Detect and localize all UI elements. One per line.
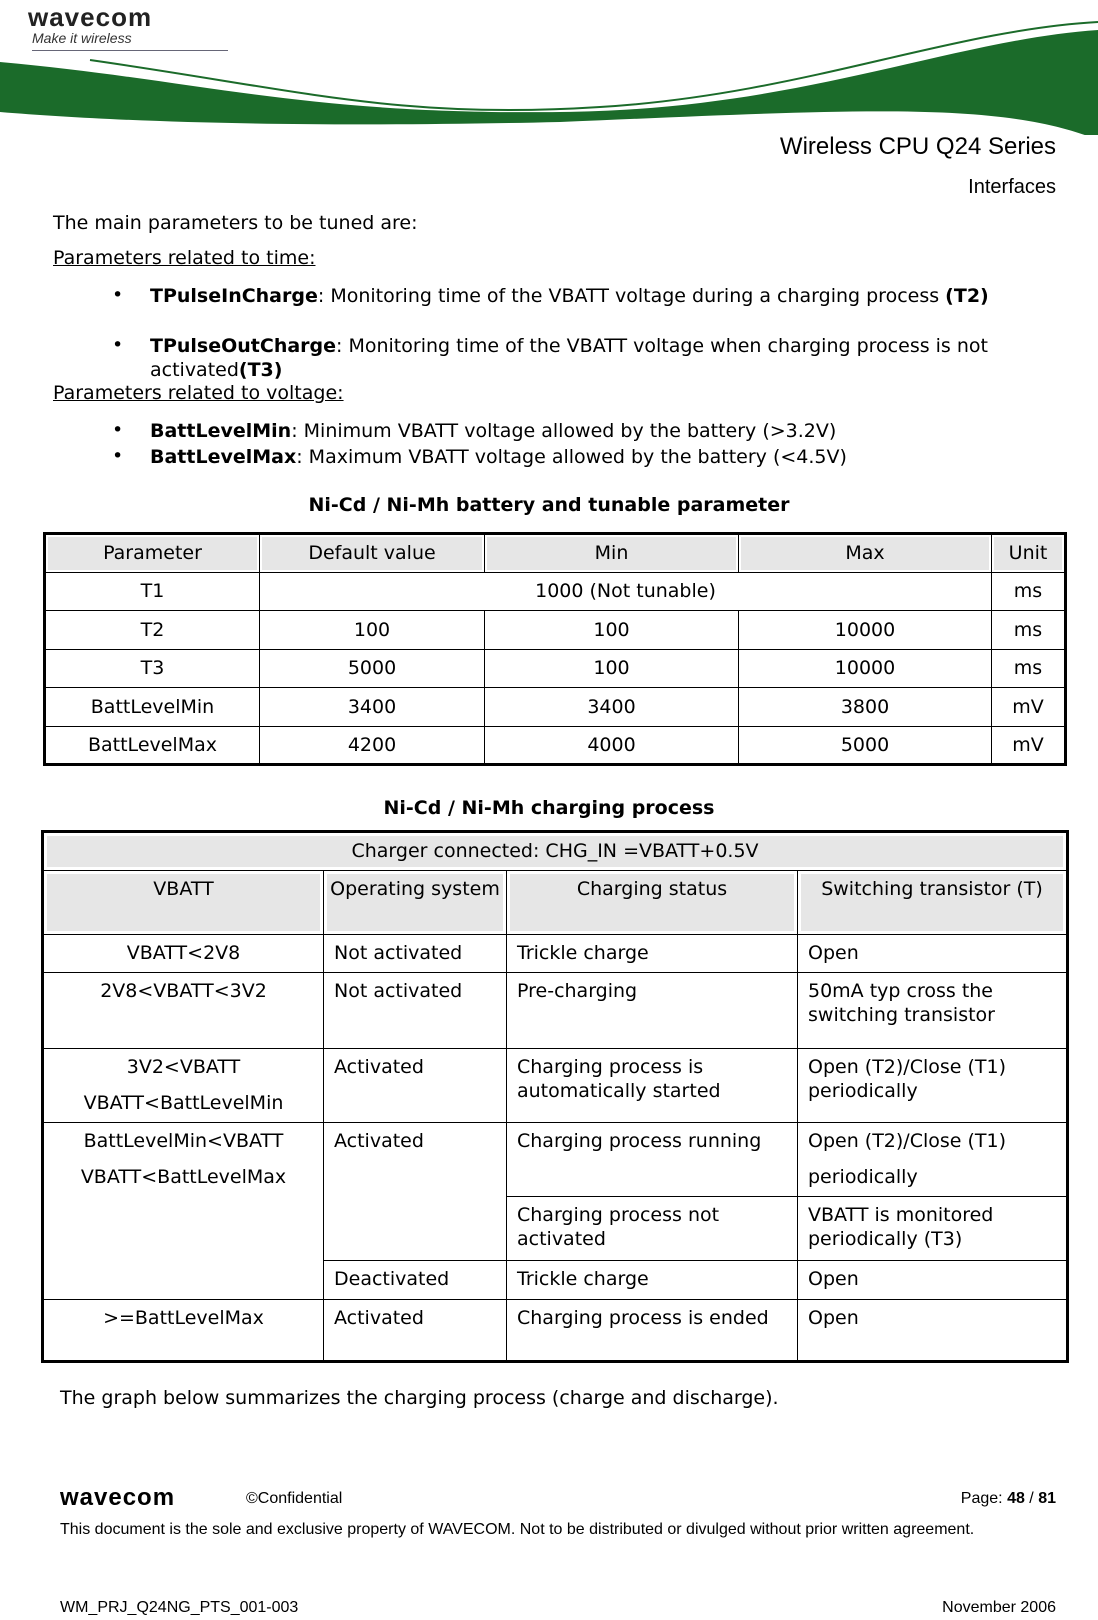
cell: BattLevelMax [45, 726, 260, 765]
cell: 50mA typ cross the switching transistor [798, 973, 1068, 1049]
cell: mV [992, 726, 1066, 765]
cell: Trickle charge [507, 1261, 798, 1300]
wavecom-logo: wavecom [28, 2, 153, 32]
cell: Open [798, 1261, 1068, 1300]
cell: 4200 [260, 726, 485, 765]
doc-date: November 2006 [942, 1599, 1056, 1616]
col-header: Max [739, 534, 992, 573]
cell: 3800 [739, 688, 992, 727]
table-row [43, 1123, 1068, 1197]
cell: Charging process not activated [507, 1197, 798, 1261]
cell: BattLevelMin [45, 688, 260, 727]
cell: ms [992, 611, 1066, 650]
cell: T2 [45, 611, 260, 650]
tagline: Make it wireless [32, 30, 228, 51]
cell: 3V2<VBATT VBATT<BattLevelMin [43, 1049, 324, 1123]
cell: 10000 [739, 611, 992, 650]
cell: T3 [45, 649, 260, 688]
col-header: Default value [260, 534, 485, 573]
col-header: Charging status [507, 871, 798, 935]
cell: 2V8<VBATT<3V2 [43, 973, 324, 1049]
cell: 1000 (Not tunable) [260, 572, 992, 611]
cell: VBATT<2V8 [43, 935, 324, 973]
col-header: Operating system [324, 871, 507, 935]
list-item: • TPulseInCharge: Monitoring time of the VBATT voltage during a charging process (T2) [112, 284, 989, 307]
table-row [45, 726, 1066, 765]
graph-intro: The graph below summarizes the charging process (charge and discharge). [60, 1387, 779, 1409]
cell: mV [992, 688, 1066, 727]
table-title: Charger connected: CHG_IN =VBATT+0.5V [43, 832, 1068, 871]
confidential: ©Confidential [246, 1490, 343, 1507]
table-row [45, 688, 1066, 727]
cell: ms [992, 649, 1066, 688]
footer-logo: wavecom [60, 1484, 176, 1511]
list-item: • TPulseOutCharge: Monitoring time of the VBATT voltage when charging process is not activated(T3) [112, 334, 988, 381]
cell: 100 [485, 649, 739, 688]
cell: Open [798, 935, 1068, 973]
footer-notice: This document is the sole and exclusive property of WAVECOM. Not to be distributed or divulged without prior written agreement. [60, 1521, 975, 1538]
cell: 4000 [485, 726, 739, 765]
cell: T1 [45, 572, 260, 611]
parameter-table [43, 532, 1067, 766]
cell: Activated [324, 1049, 507, 1123]
time-heading: Parameters related to time: [53, 247, 316, 269]
cell: 100 [485, 611, 739, 650]
cell: Open [798, 1300, 1068, 1362]
table-row [43, 1049, 1068, 1123]
page-number: Page: 48 / 81 [960, 1490, 1056, 1507]
list-item: • BattLevelMax: Maximum VBATT voltage allowed by the battery (<4.5V) [112, 445, 847, 468]
voltage-heading: Parameters related to voltage: [53, 382, 344, 404]
col-header: Switching transistor (T) [798, 871, 1068, 935]
table-row [45, 611, 1066, 650]
cell: Pre-charging [507, 973, 798, 1049]
table2-caption: Ni-Cd / Ni-Mh charging process [383, 797, 715, 819]
table-row [43, 1300, 1068, 1362]
col-header: Unit [992, 534, 1066, 573]
cell: 100 [260, 611, 485, 650]
cell: Not activated [324, 973, 507, 1049]
table-row [45, 649, 1066, 688]
cell: 5000 [260, 649, 485, 688]
cell: 3400 [485, 688, 739, 727]
document-title: Wireless CPU Q24 Series [779, 133, 1056, 160]
cell: Not activated [324, 935, 507, 973]
cell: Charging process is automatically started [507, 1049, 798, 1123]
cell: Open (T2)/Close (T1) periodically [798, 1123, 1068, 1197]
doc-id: WM_PRJ_Q24NG_PTS_001-003 [60, 1599, 299, 1616]
header-swoosh [0, 0, 1098, 135]
cell: Deactivated [324, 1261, 507, 1300]
cell: 3400 [260, 688, 485, 727]
col-header: Parameter [45, 534, 260, 573]
cell: BattLevelMin<VBATT VBATT<BattLevelMax [43, 1123, 324, 1300]
cell: Charging process running [507, 1123, 798, 1197]
col-header: VBATT [43, 871, 324, 935]
intro-text: The main parameters to be tuned are: [53, 212, 418, 234]
cell: ms [992, 572, 1066, 611]
cell: 5000 [739, 726, 992, 765]
table-row [43, 973, 1068, 1049]
cell: Open (T2)/Close (T1) periodically [798, 1049, 1068, 1123]
cell: VBATT is monitored periodically (T3) [798, 1197, 1068, 1261]
section-title: Interfaces [968, 176, 1056, 198]
charging-process-table [41, 830, 1069, 1363]
cell: 10000 [739, 649, 992, 688]
cell: Activated [324, 1123, 507, 1261]
table-row [43, 935, 1068, 973]
list-item: • BattLevelMin: Minimum VBATT voltage allowed by the battery (>3.2V) [112, 419, 837, 442]
cell: Charging process is ended [507, 1300, 798, 1362]
cell: >=BattLevelMax [43, 1300, 324, 1362]
table1-caption: Ni-Cd / Ni-Mh battery and tunable parameter [308, 494, 790, 516]
table-row [45, 572, 1066, 611]
cell: Trickle charge [507, 935, 798, 973]
col-header: Min [485, 534, 739, 573]
cell: Activated [324, 1300, 507, 1362]
